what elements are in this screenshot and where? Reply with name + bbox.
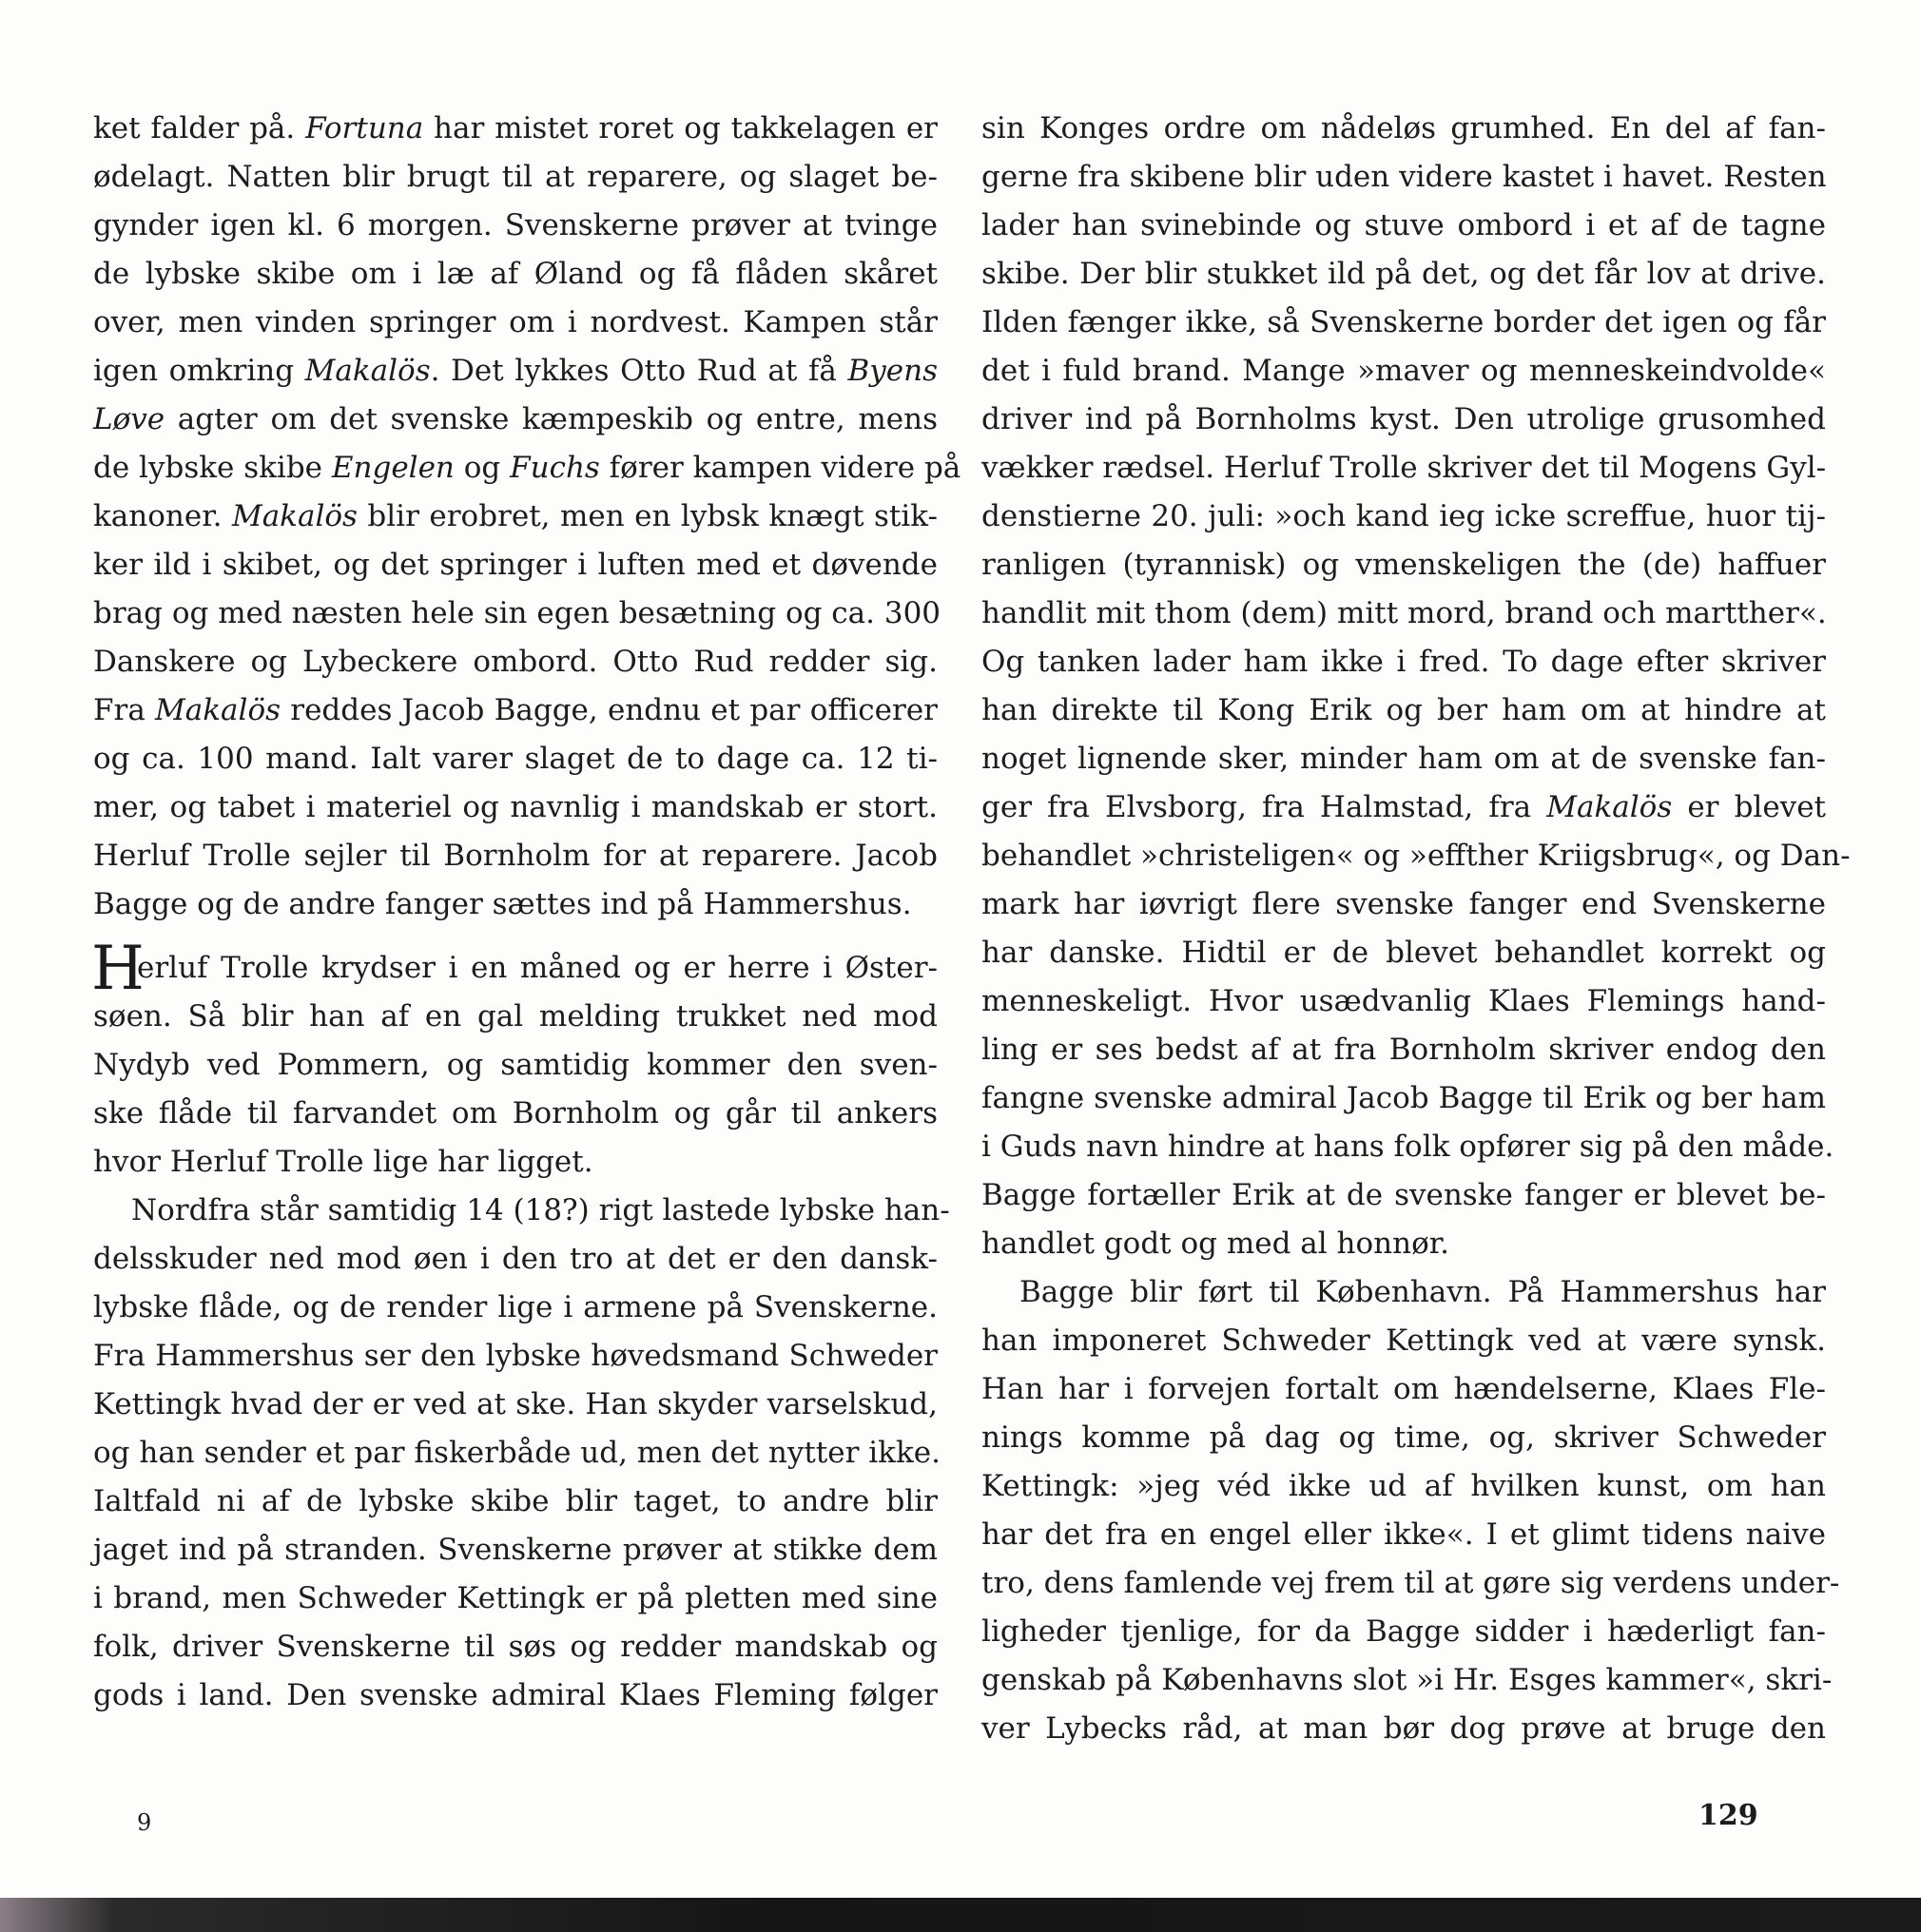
text-segment: brag og med næsten hele sin egen besætning og ca. 300: [93, 596, 941, 630]
text-line: [981, 589, 1826, 638]
text-segment: denstierne 20. juli: »och kand ieg icke screffue, huor tij-: [981, 499, 1826, 533]
text-segment: gerne fra skibene blir uden videre kastet i havet. Resten: [981, 160, 1827, 194]
text-segment: Ialtfald ni af de lybske skibe blir taget, to andre blir: [93, 1484, 938, 1518]
text-segment: mer, og tabet i materiel og navnlig i mandskab er stort.: [93, 790, 938, 824]
text-segment: Fra Hammershus ser den lybske høvedsmand Schweder: [93, 1339, 938, 1373]
text-line: [981, 977, 1826, 1026]
text-segment: i brand, men Schweder Kettingk er på pletten med sine: [93, 1581, 938, 1615]
text-segment: . Det lykkes Otto Rud at få: [430, 354, 848, 388]
text-segment: har danske. Hidtil er de blevet behandlet korrekt og: [981, 936, 1826, 970]
text-line: [93, 1332, 938, 1381]
text-line: [981, 202, 1826, 250]
text-line: [981, 347, 1826, 396]
text-segment: ket falder på.: [93, 111, 306, 145]
italic-text: Fuchs: [510, 451, 600, 485]
text-line: [981, 1462, 1826, 1511]
text-segment: hvor Herluf Trolle lige har ligget.: [93, 1145, 593, 1179]
text-segment: nings komme på dag og time, og, skriver Schweder: [981, 1420, 1826, 1455]
text-segment: kanoner.: [93, 499, 232, 533]
text-segment: og ca. 100 mand. Ialt varer slaget de to dage ca. 12 ti-: [93, 742, 938, 776]
paragraph-gap: [93, 929, 938, 944]
text-segment: lybske flåde, og de render lige i armene på Svenskerne.: [93, 1290, 938, 1324]
text-segment: vækker rædsel. Herluf Trolle skriver det til Mogens Gyl-: [981, 451, 1827, 485]
text-line: [93, 1671, 938, 1720]
text-line: [981, 1171, 1826, 1220]
text-line: [93, 396, 938, 444]
left-column: [91, 105, 961, 1720]
text-line: [981, 541, 1826, 589]
text-segment: og: [454, 451, 511, 485]
text-line: [981, 929, 1826, 977]
text-segment: ling er ses bedst af at fra Bornholm skriver endog den: [981, 1033, 1826, 1067]
text-segment: blir erobret, men en lybsk knægt stik-: [357, 499, 939, 533]
text-line: [981, 1511, 1826, 1559]
italic-text: Byens: [847, 354, 938, 388]
italic-text: Løve: [93, 402, 165, 436]
text-line: [93, 1623, 938, 1671]
text-segment: tro, dens famlende vej frem til at gøre sig verdens under-: [981, 1566, 1840, 1600]
text-segment: fører kampen videre på: [599, 451, 961, 485]
text-segment: har mistet roret og takkelagen er: [423, 111, 938, 145]
text-line: [93, 1090, 938, 1138]
text-line: [93, 993, 938, 1041]
text-segment: søen. Så blir han af en gal melding trukket ned mod: [93, 999, 938, 1034]
text-segment: Bagge blir ført til København. På Hammershus har: [1019, 1275, 1826, 1309]
text-segment: og han sender et par fiskerbåde ud, men det nytter ikke.: [93, 1436, 941, 1470]
text-line: [93, 347, 938, 396]
text-segment: ske flåde til farvandet om Bornholm og går til ankers: [93, 1096, 938, 1130]
text-line: [93, 1381, 938, 1429]
text-segment: i Guds navn hindre at hans folk opfører sig på den måde.: [981, 1130, 1834, 1164]
text-segment: gynder igen kl. 6 morgen. Svenskerne prøver at tvinge: [93, 208, 938, 242]
text-line: [93, 880, 938, 929]
text-line: [981, 1559, 1840, 1608]
text-line: [93, 686, 938, 735]
text-line: [93, 493, 938, 541]
text-segment: over, men vinden springer om i nordvest. Kampen står: [93, 305, 938, 339]
text-line: [93, 1235, 938, 1284]
text-segment: de lybske skibe: [93, 451, 332, 485]
text-segment: ver Lybecks råd, at man bør dog prøve at bruge den: [981, 1711, 1826, 1746]
page-number: 129: [1698, 1799, 1758, 1832]
text-segment: lader han svinebinde og stuve ombord i et af de tagne: [981, 208, 1826, 242]
text-line: [981, 1026, 1826, 1074]
italic-text: Makalös: [231, 499, 358, 533]
text-line: [93, 1187, 950, 1235]
text-line: [981, 880, 1826, 929]
italic-text: Makalös: [1546, 790, 1673, 824]
text-segment: Ilden fænger ikke, så Svenskerne border det igen og får: [981, 305, 1826, 339]
text-line: [981, 686, 1826, 735]
text-line: [981, 1365, 1826, 1414]
text-segment: han direkte til Kong Erik og ber ham om at hindre at: [981, 693, 1826, 727]
text-segment: behandlet »christeligen« og »effther Kriigsbrug«, og Dan-: [981, 839, 1851, 873]
text-line: [93, 1429, 941, 1478]
text-line: [981, 299, 1826, 347]
italic-text: Engelen: [331, 451, 455, 485]
text-line: [93, 1478, 938, 1526]
text-line: [93, 735, 938, 783]
text-line: [981, 1414, 1826, 1462]
italic-text: Fortuna: [305, 111, 424, 145]
text-segment: de lybske skibe om i læ af Øland og få flåden skåret: [93, 257, 938, 291]
text-line: [981, 735, 1826, 783]
text-line: [93, 105, 938, 153]
text-line: [93, 589, 941, 638]
text-segment: Danskere og Lybeckere ombord. Otto Rud redder sig.: [93, 645, 938, 679]
text-line: [93, 1284, 938, 1332]
text-segment: Han har i forvejen fortalt om hændelserne, Klaes Fle-: [981, 1372, 1826, 1406]
text-line: [981, 1268, 1826, 1317]
text-line: [93, 444, 961, 493]
text-segment: Herluf Trolle sejler til Bornholm for at reparere. Jacob: [93, 839, 938, 873]
text-segment: ger fra Elvsborg, fra Halmstad, fra: [981, 790, 1547, 824]
drop-cap: H: [91, 934, 145, 1004]
text-line: [981, 783, 1826, 832]
text-segment: gods i land. Den svenske admiral Klaes Fleming følger: [93, 1678, 938, 1712]
text-segment: ker ild i skibet, og det springer i luften med et døvende: [93, 548, 938, 582]
text-segment: handlit mit thom (dem) mitt mord, brand och martther«.: [981, 596, 1827, 630]
text-segment: Kettingk hvad der er ved at ske. Han skyder varselskud,: [93, 1387, 938, 1421]
text-segment: handlet godt og med al honnør.: [981, 1227, 1450, 1261]
text-segment: Bagge og de andre fanger sættes ind på Hammershus.: [93, 887, 912, 921]
text-line: [93, 1575, 938, 1623]
text-line: [981, 1608, 1826, 1656]
text-segment: mark har iøvrigt flere svenske fanger end Svenskerne: [981, 887, 1826, 921]
text-segment: ødelagt. Natten blir brugt til at reparere, og slaget be-: [93, 160, 938, 194]
text-line: [981, 1656, 1833, 1705]
text-segment: Fra: [93, 693, 156, 727]
scan-edge-shadow: [0, 1898, 1921, 1932]
italic-text: Makalös: [304, 354, 431, 388]
text-segment: Bagge fortæller Erik at de svenske fanger er blevet be-: [981, 1178, 1826, 1212]
text-segment: jaget ind på stranden. Svenskerne prøver at stikke dem: [93, 1533, 938, 1567]
text-line: [981, 1705, 1826, 1753]
text-segment: Og tanken lader ham ikke i fred. To dage efter skriver: [981, 645, 1826, 679]
text-line: [981, 493, 1826, 541]
text-segment: Nydyb ved Pommern, og samtidig kommer den sven-: [93, 1048, 938, 1082]
text-line: [981, 1220, 1826, 1268]
text-line: [93, 1041, 938, 1090]
text-segment: noget lignende sker, minder ham om at de svenske fan-: [981, 742, 1826, 776]
text-line: [981, 1317, 1826, 1365]
text-segment: genskab på Københavns slot »i Hr. Esges kammer«, skri-: [981, 1663, 1833, 1697]
text-segment: ranligen (tyrannisk) og vmenskeligen the (de) haffuer: [981, 548, 1826, 582]
text-segment: han imponeret Schweder Kettingk ved at være synsk.: [981, 1323, 1826, 1358]
text-line: [91, 934, 938, 1004]
text-line: [981, 638, 1826, 686]
italic-text: Makalös: [155, 693, 281, 727]
text-line: [981, 153, 1826, 202]
text-line: [981, 1123, 1834, 1171]
text-line: [93, 638, 938, 686]
text-segment: fangne svenske admiral Jacob Bagge til Erik og ber ham: [981, 1081, 1826, 1115]
text-line: [93, 153, 938, 202]
text-segment: agter om det svenske kæmpeskib og entre, mens: [165, 402, 938, 436]
text-segment: delsskuder ned mod øen i den tro at det er den dansk-: [93, 1242, 938, 1276]
text-segment: har det fra en engel eller ikke«. I et glimt tidens naive: [981, 1517, 1826, 1552]
text-segment: det i fuld brand. Mange »maver og menneskeindvolde«: [981, 354, 1826, 388]
text-segment: folk, driver Svenskerne til søs og redder mandskab og: [93, 1630, 938, 1664]
text-segment: igen omkring: [93, 354, 305, 388]
text-line: [981, 250, 1826, 299]
text-segment: driver ind på Bornholms kyst. Den utrolige grusomhed: [981, 402, 1826, 436]
text-line: [93, 832, 938, 880]
text-line: [93, 783, 938, 832]
text-line: [981, 105, 1826, 153]
text-segment: sin Konges ordre om nådeløs grumhed. En del af fan-: [981, 111, 1826, 145]
text-line: [93, 1526, 938, 1575]
text-line: [981, 1074, 1826, 1123]
signature-mark: 9: [137, 1809, 152, 1836]
text-line: [93, 202, 938, 250]
text-segment: er blevet: [1672, 790, 1827, 824]
text-line: [93, 541, 938, 589]
text-line: [981, 832, 1851, 880]
text-line: [981, 396, 1826, 444]
text-segment: Kettingk: »jeg véd ikke ud af hvilken kunst, om han: [981, 1469, 1826, 1503]
text-segment: ligheder tjenlige, for da Bagge sidder i hæderligt fan-: [981, 1614, 1826, 1649]
text-line: [93, 1138, 938, 1187]
text-segment: menneskeligt. Hvor usædvanlig Klaes Flemings hand-: [981, 984, 1826, 1018]
right-column: [981, 105, 1851, 1753]
text-line: [93, 250, 938, 299]
text-segment: reddes Jacob Bagge, endnu et par officerer: [281, 693, 938, 727]
text-segment: Nordfra står samtidig 14 (18?) rigt lastede lybske han-: [131, 1193, 950, 1227]
text-line: [93, 299, 938, 347]
text-line: [981, 444, 1826, 493]
text-segment: erluf Trolle krydser i en måned og er herre i Øster-: [137, 951, 938, 985]
text-segment: skibe. Der blir stukket ild på det, og det får lov at drive.: [981, 257, 1826, 291]
